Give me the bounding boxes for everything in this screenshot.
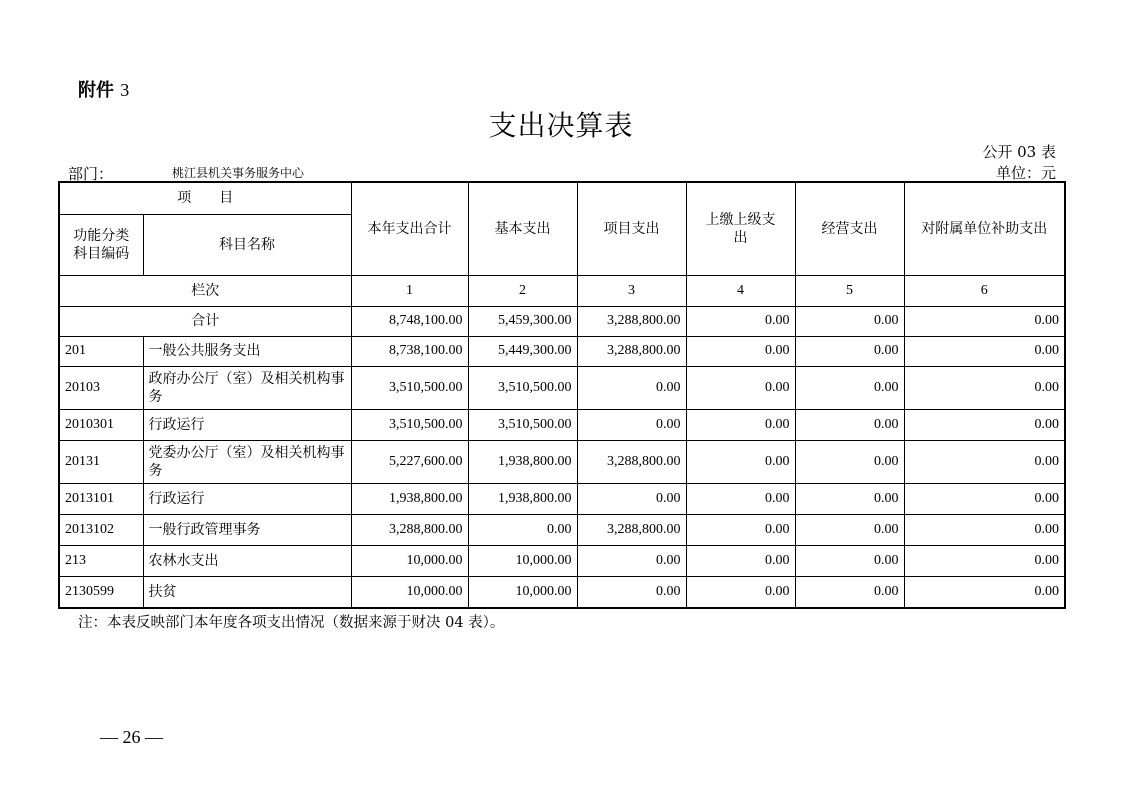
row-value: 0.00 [686,440,795,483]
row-value: 3,510,500.00 [351,409,468,440]
row-value: 0.00 [795,483,904,514]
row-value: 3,288,800.00 [577,514,686,545]
row-value: 10,000.00 [468,576,577,608]
row-value: 0.00 [904,336,1065,366]
attachment-label: 附件 3 [78,80,130,101]
row-value: 3,510,500.00 [468,366,577,409]
total-value: 0.00 [904,306,1065,336]
row-value: 10,000.00 [468,545,577,576]
row-value: 3,510,500.00 [351,366,468,409]
row-value: 0.00 [795,366,904,409]
header-col-6: 对附属单位补助支出 [904,182,1065,275]
table-row [59,336,1065,366]
row-name: 农林水支出 [143,545,351,576]
row-value: 1,938,800.00 [468,440,577,483]
row-value: 0.00 [686,514,795,545]
row-value: 3,288,800.00 [577,440,686,483]
row-value: 0.00 [795,409,904,440]
total-value: 0.00 [686,306,795,336]
row-code: 201 [59,336,143,366]
header-col-4: 上缴上级支出 [686,182,795,275]
column-index: 4 [686,275,795,306]
row-code: 213 [59,545,143,576]
expenditure-table [58,181,1066,609]
row-name: 党委办公厅（室）及相关机构事务 [143,440,351,483]
row-code: 2130599 [59,576,143,608]
row-value: 0.00 [904,576,1065,608]
header-name: 科目名称 [143,214,351,275]
column-index: 3 [577,275,686,306]
column-index-label: 栏次 [59,275,351,306]
column-index: 1 [351,275,468,306]
department-name: 桃江县机关事务服务中心 [172,166,305,180]
header-col-1: 本年支出合计 [351,182,468,275]
header-col-5: 经营支出 [795,182,904,275]
row-value: 0.00 [904,545,1065,576]
row-value: 0.00 [577,409,686,440]
row-value: 0.00 [795,545,904,576]
row-value: 0.00 [904,483,1065,514]
header-col-3: 项目支出 [577,182,686,275]
header-item: 项 目 [59,182,351,214]
row-name: 一般行政管理事务 [143,514,351,545]
row-value: 10,000.00 [351,545,468,576]
row-name: 行政运行 [143,483,351,514]
row-value: 0.00 [577,576,686,608]
column-index: 2 [468,275,577,306]
row-value: 0.00 [686,483,795,514]
row-name: 一般公共服务支出 [143,336,351,366]
row-value: 0.00 [577,366,686,409]
row-value: 0.00 [795,336,904,366]
row-name: 政府办公厅（室）及相关机构事务 [143,366,351,409]
table-row [59,545,1065,576]
row-value: 8,738,100.00 [351,336,468,366]
column-index: 6 [904,275,1065,306]
row-value: 0.00 [577,545,686,576]
table-row [59,409,1065,440]
unit-label: 单位：元 [995,164,1056,182]
table-row [59,483,1065,514]
row-value: 10,000.00 [351,576,468,608]
row-value: 0.00 [904,440,1065,483]
row-code: 20131 [59,440,143,483]
row-value: 0.00 [795,514,904,545]
column-index-row [59,275,1065,306]
total-value: 5,459,300.00 [468,306,577,336]
header-col-2: 基本支出 [468,182,577,275]
row-value: 0.00 [468,514,577,545]
row-value: 5,449,300.00 [468,336,577,366]
row-value: 0.00 [686,366,795,409]
row-code: 2013101 [59,483,143,514]
row-value: 0.00 [904,514,1065,545]
row-value: 0.00 [795,440,904,483]
row-value: 0.00 [904,366,1065,409]
page-title: 支出决算表 [488,109,634,142]
total-row [59,306,1065,336]
row-code: 20103 [59,366,143,409]
header-row [59,182,1065,214]
row-name: 行政运行 [143,409,351,440]
row-value: 3,288,800.00 [577,336,686,366]
row-value: 0.00 [686,336,795,366]
table-number: 公开 03 表 [982,143,1056,161]
header-code: 功能分类科目编码 [59,214,143,275]
row-value: 0.00 [686,576,795,608]
row-value: 0.00 [686,409,795,440]
row-code: 2010301 [59,409,143,440]
row-value: 0.00 [904,409,1065,440]
table-row [59,514,1065,545]
row-value: 0.00 [795,576,904,608]
row-value: 3,288,800.00 [351,514,468,545]
row-name: 扶贫 [143,576,351,608]
row-value: 1,938,800.00 [351,483,468,514]
table-row [59,576,1065,608]
table-note: 注：本表反映部门本年度各项支出情况（数据来源于财决 04 表）。 [78,615,505,631]
table-row [59,366,1065,409]
row-value: 0.00 [686,545,795,576]
total-value: 0.00 [795,306,904,336]
row-value: 5,227,600.00 [351,440,468,483]
total-label: 合计 [59,306,351,336]
row-code: 2013102 [59,514,143,545]
total-value: 3,288,800.00 [577,306,686,336]
row-value: 1,938,800.00 [468,483,577,514]
total-value: 8,748,100.00 [351,306,468,336]
row-value: 3,510,500.00 [468,409,577,440]
department-label: 部门： [68,165,114,183]
table-row [59,440,1065,483]
column-index: 5 [795,275,904,306]
row-value: 0.00 [577,483,686,514]
page-number: — 26 — [100,727,163,747]
